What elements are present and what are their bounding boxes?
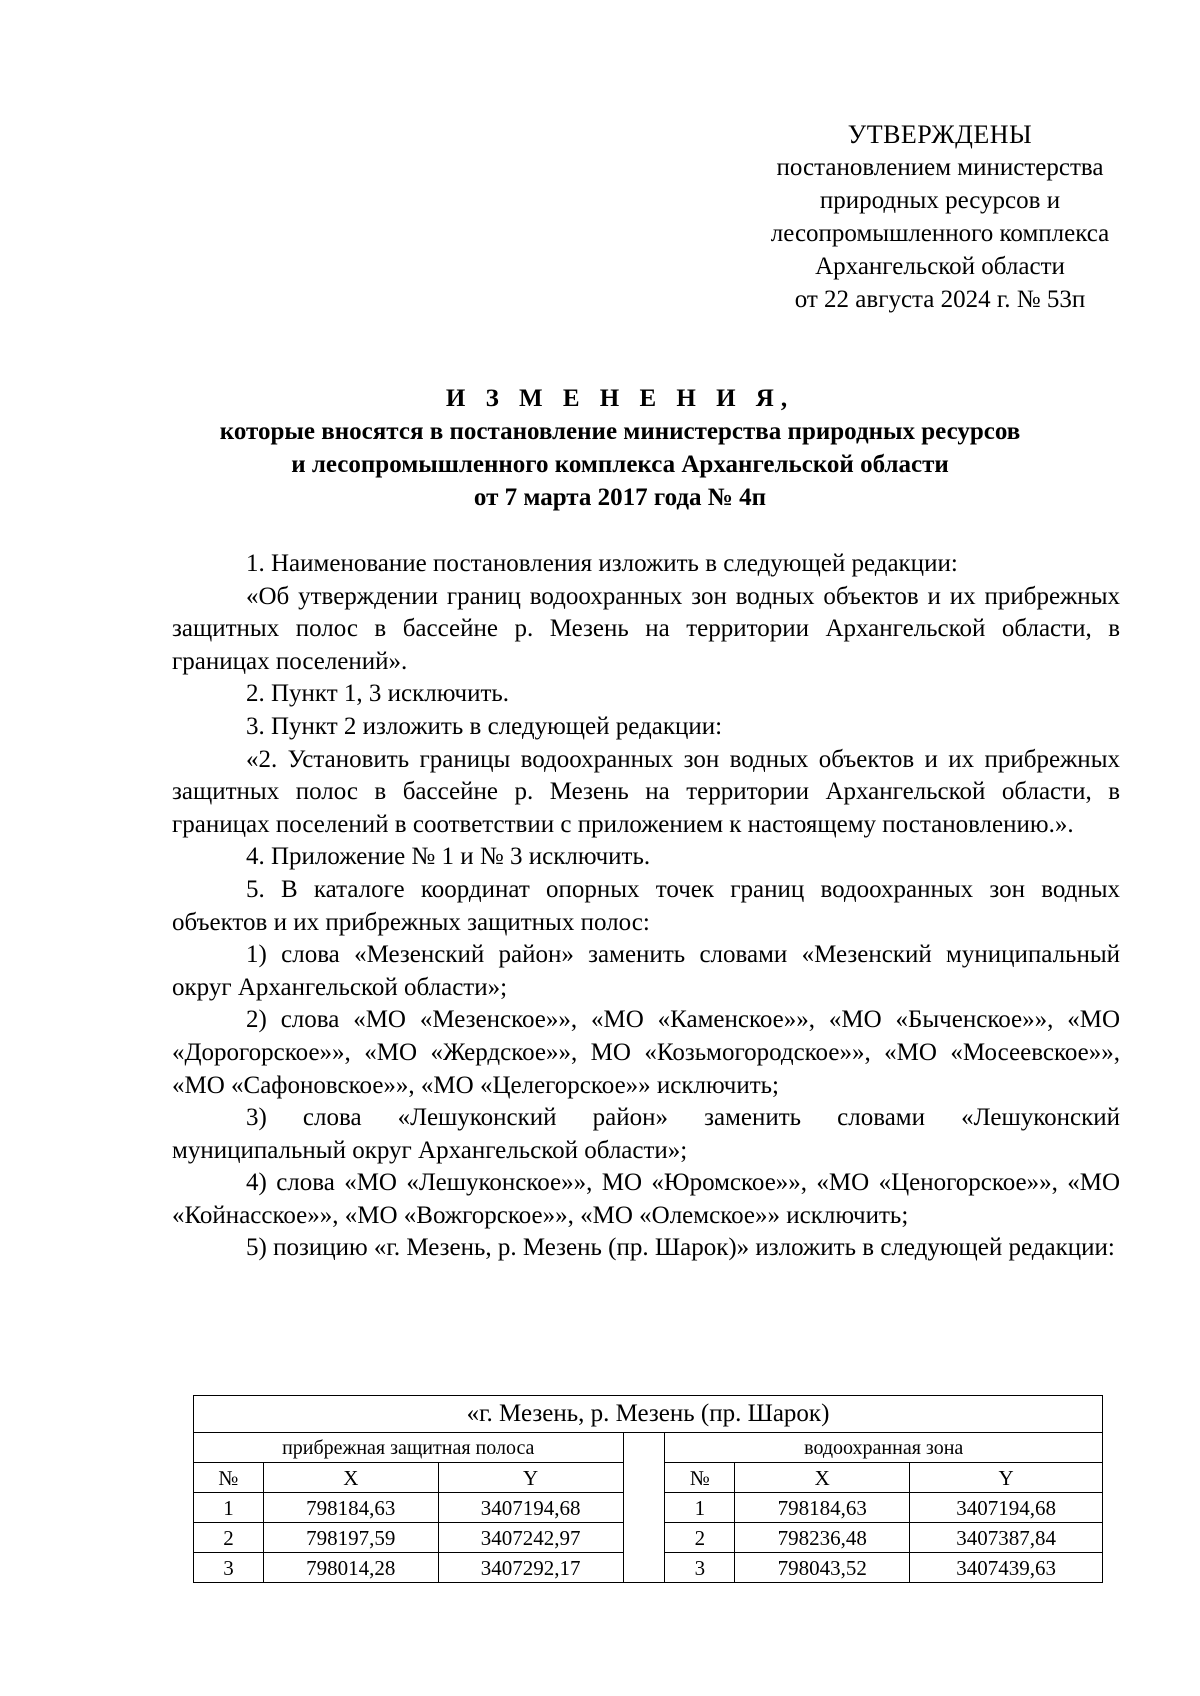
- table-group-header-row: [194, 1433, 1103, 1463]
- column-header-y: Y: [910, 1463, 1103, 1493]
- heading-title: И З М Е Н Е Н И Я,: [445, 385, 795, 412]
- approval-line: Архангельской области: [815, 253, 1065, 280]
- cell-x: 798236,48: [735, 1523, 910, 1553]
- column-header-num: №: [194, 1463, 264, 1493]
- paragraph: 1. Наименование постановления изложить в следующей редакции:: [246, 550, 958, 577]
- column-header-x: X: [735, 1463, 910, 1493]
- approval-line: от 22 августа 2024 г. № 53п: [794, 286, 1086, 313]
- column-header-y: Y: [438, 1463, 623, 1493]
- paragraph: 5) позицию «г. Мезень, р. Мезень (пр. Шарок)» изложить в следующей редакции:: [246, 1234, 1115, 1262]
- approval-line: постановлением министерства: [776, 154, 1104, 181]
- paragraph: 1) слова «Мезенский район» заменить словами «Мезенский муниципальный округ Архангельской области»;: [172, 941, 1120, 1001]
- left-group-header: прибрежная защитная полоса: [194, 1433, 624, 1463]
- cell-y: 3407242,97: [438, 1523, 623, 1553]
- cell-y: 3407292,17: [438, 1553, 623, 1583]
- paragraph: 3. Пункт 2 изложить в следующей редакции:: [246, 712, 723, 740]
- cell-num: 2: [194, 1523, 264, 1553]
- paragraph: 2) слова «МО «Мезенское»», «МО «Каменское»», «МО «Быченское»», «МО «Дорогорское»», «МО «Жердское»», МО «Козьмогородское»», «МО «Мосеевское»», «МО «Сафоновское»», «МО «Целегорское»» исключить;: [172, 1006, 1120, 1099]
- cell-num: 2: [665, 1523, 735, 1553]
- column-header-x: X: [263, 1463, 438, 1493]
- cell-x: 798014,28: [263, 1553, 438, 1583]
- table-title-row: [194, 1396, 1103, 1433]
- paragraph: 4) слова «МО «Лешуконское»», МО «Юромское»», «МО «Ценогорское»», «МО «Койнасское»», «МО «Вожгорское»», «МО «Олемское»» исключить;: [172, 1169, 1120, 1229]
- right-group-header: водоохранная зона: [665, 1433, 1103, 1463]
- cell-x: 798184,63: [735, 1493, 910, 1523]
- cell-x: 798043,52: [735, 1553, 910, 1583]
- heading-line: и лесопромышленного комплекса Архангельской области: [291, 451, 949, 478]
- table-title: «г. Мезень, р. Мезень (пр. Шарок): [194, 1396, 1103, 1433]
- approval-title: УТВЕРЖДЕНЫ: [847, 120, 1033, 149]
- approval-stamp: [700, 118, 1180, 316]
- paragraph: 5. В каталоге координат опорных точек границ водоохранных зон водных объектов и их прибрежных защитных полос:: [172, 875, 1120, 936]
- cell-num: 3: [194, 1553, 264, 1583]
- cell-num: 3: [665, 1553, 735, 1583]
- cell-y: 3407387,84: [910, 1523, 1103, 1553]
- cell-y: 3407439,63: [910, 1553, 1103, 1583]
- heading-line: от 7 марта 2017 года № 4п: [473, 484, 767, 511]
- cell-x: 798184,63: [263, 1493, 438, 1523]
- paragraph: 3) слова «Лешуконский район» заменить словами «Лешуконский муниципальный округ Архангельской области»;: [172, 1104, 1120, 1164]
- cell-num: 1: [194, 1493, 264, 1523]
- cell-y: 3407194,68: [438, 1493, 623, 1523]
- heading-line: которые вносятся в постановление министерства природных ресурсов: [219, 418, 1021, 445]
- column-header-num: №: [665, 1463, 735, 1493]
- paragraph: «2. Установить границы водоохранных зон водных объектов и их прибрежных защитных полос в бассейне р. Мезень на территории Архангельской области, в границах поселений в соответствии с приложением к настоящему постановлению.».: [172, 745, 1120, 838]
- cell-x: 798197,59: [263, 1523, 438, 1553]
- approval-line: природных ресурсов и: [819, 187, 1061, 214]
- coordinates-table: [193, 1395, 1103, 1583]
- cell-num: 1: [665, 1493, 735, 1523]
- cell-y: 3407194,68: [910, 1493, 1103, 1523]
- document-body: [172, 548, 1120, 1265]
- paragraph: 4. Приложение № 1 и № 3 исключить.: [246, 843, 651, 871]
- paragraph: «Об утверждении границ водоохранных зон водных объектов и их прибрежных защитных полос в бассейне р. Мезень на территории Архангельской области, в границах поселений».: [172, 582, 1120, 675]
- table-gap: [623, 1433, 665, 1583]
- document-heading: [160, 382, 1080, 514]
- approval-line: лесопромышленного комплекса: [770, 220, 1110, 247]
- paragraph: 2. Пункт 1, 3 исключить.: [246, 680, 510, 708]
